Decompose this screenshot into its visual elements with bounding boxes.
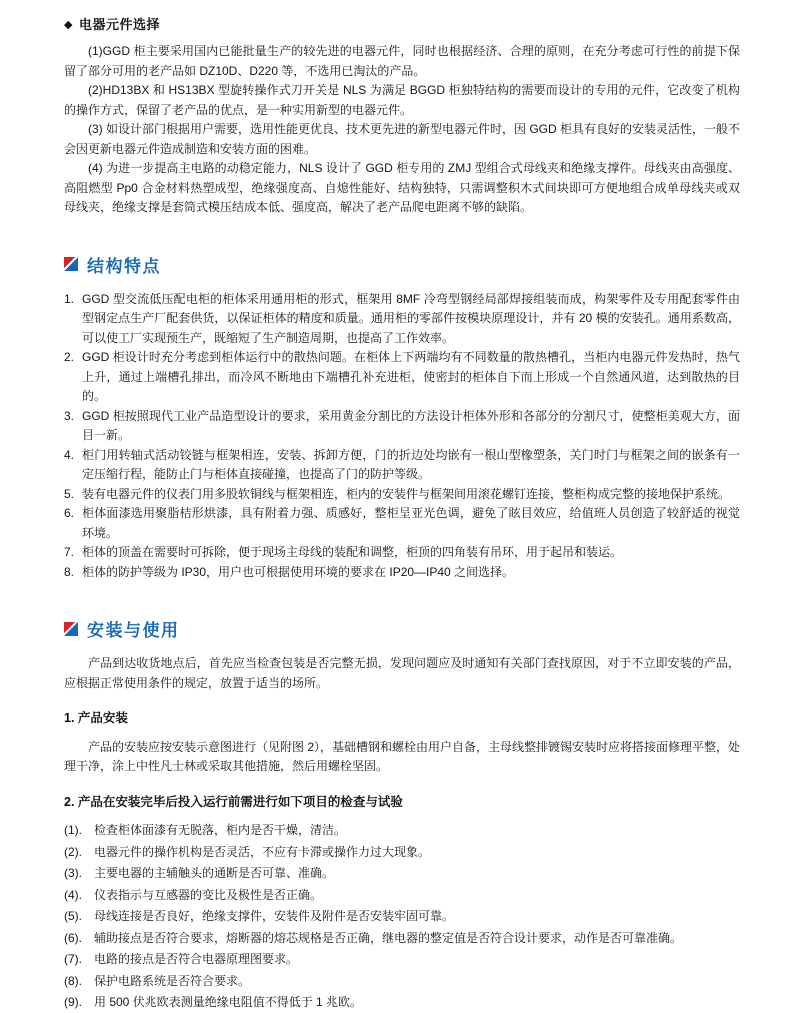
item-text: 保护电路系统是否符合要求。: [94, 973, 251, 988]
structure-features-title: 结构特点: [87, 256, 161, 276]
structure-features-list: [64, 290, 740, 583]
paragraph: 产品的安装应按安装示意图进行（见附图 2），基础槽钢和螺栓由用户自备，主母线整排镀锡安装时应将搭接面修理平整，处理干净，涂上中性凡士林或采取其他措施，然后用螺栓坚固。: [64, 739, 741, 773]
list-item: [64, 290, 740, 349]
list-item: [64, 929, 740, 949]
paragraph: (1)GGD 柜主要采用国内已能批量生产的较先进的电器元件，同时也根据经济、合理的原则，在充分考虑可行性的前提下保留了部分可用的老产品如 DZ10D、D220 等，不选用已淘汰的产品。: [64, 44, 740, 78]
item-text: GGD 型交流低压配电柜的柜体采用通用柜的形式，框架用 8MF 冷弯型钢经局部焊接组装而成，构架零件及专用配套零件由型钢定点生产厂配套供货，以保证柜体的精度和质量。通用柜的零部件按模块原理设计，并有 20 模的安装孔。通用系数高，可以使工厂实现预生产，既缩短了生产制造周期，也提高了工作效率。: [82, 291, 740, 345]
item-text: 柜门用转轴式活动铰链与框架相连，安装、拆卸方便，门的折边处均嵌有一根山型橡塑条，关门时门与框架之间的嵌条有一定压缩行程，能防止门与柜体直接碰撞，也提高了门的防护等级。: [82, 447, 740, 481]
item-text: 辅助接点是否符合要求，熔断器的熔芯规格是否正确，继电器的整定值是否符合设计要求，动作是否可靠准确。: [94, 930, 683, 945]
item-text: 仪表指示与互感器的变比及极性是否正确。: [94, 887, 323, 902]
installation-body: [64, 654, 740, 1013]
list-item: [64, 563, 740, 583]
installation-heading: [64, 616, 740, 641]
item-text: 电路的接点是否符合电器原理图要求。: [94, 952, 299, 966]
component-selection-title: 电器元件选择: [78, 17, 160, 32]
list-item: [64, 993, 740, 1013]
item-text: 主要电器的主辅触头的通断是否可靠、准确。: [94, 866, 335, 880]
list-item: [64, 485, 740, 505]
list-item: [64, 543, 740, 563]
product-install-subheading: 1. 产品安装: [64, 711, 128, 725]
section-marker-icon: [64, 622, 78, 636]
item-text: GGD 柜设计时充分考虑到柜体运行中的散热问题。在柜体上下两端均有不同数量的散热槽孔，当柜内电器元件发热时，热气上升，通过上端槽孔排出，而冷风不断地由下端槽孔补充进柜，使密封的柜体自下而上形成一个自然通风道，达到散热的目的。: [82, 350, 740, 403]
list-item: [64, 821, 740, 841]
list-item: [64, 407, 740, 446]
section-marker-icon: [64, 257, 78, 271]
item-number: (9).: [64, 995, 82, 1009]
list-item: [64, 907, 740, 927]
list-item: [64, 950, 740, 970]
paragraph: (2)HD13BX 和 HS13BX 型旋转操作式刀开关是 NLS 为满足 BGGD 柜独特结构的需要而设计的专用的元件，它改变了机构的操作方式，保留了老产品的优点，是一种实用新型的电器元件。: [64, 83, 740, 117]
list-item: [64, 348, 740, 407]
item-text: 柜体的顶盖在需要时可拆除，便于现场主母线的装配和调整，柜顶的四角装有吊环，用于起吊和装运。: [82, 545, 623, 559]
structure-features-heading: [64, 252, 740, 277]
item-number: 1.: [64, 291, 75, 306]
paragraph: (3) 如设计部门根据用户需要，选用性能更优良、技术更先进的新型电器元件时，因 GGD 柜具有良好的安装灵活性，一般不会因更新电器元件造成制造和安装方面的困难。: [64, 122, 741, 156]
list-item: [64, 886, 740, 906]
item-text: 装有电器元件的仪表门用多股软铜线与框架相连，柜内的安装件与框架间用滚花螺钉连接，整柜构成完整的接地保护系统。: [82, 486, 731, 501]
pre-operation-check-subheading: 2. 产品在安装完毕后投入运行前需进行如下项目的检查与试验: [64, 794, 403, 809]
component-selection-heading: [64, 14, 740, 33]
list-item: [64, 504, 740, 543]
component-selection-body: [64, 42, 740, 218]
list-item: [64, 446, 740, 485]
item-number: (5).: [64, 909, 82, 923]
item-number: (7).: [64, 952, 82, 966]
item-number: (1).: [64, 823, 82, 837]
item-text: 母线连接是否良好，绝缘支撑件，安装件及附件是否安装牢固可靠。: [94, 909, 455, 923]
item-text: 用 500 伏兆欧表测量绝缘电阻值不得低于 1 兆欧。: [94, 995, 363, 1009]
list-item: [64, 843, 740, 863]
item-number: 8.: [64, 564, 75, 579]
item-text: 检查柜体面漆有无脱落，柜内是否干燥，清洁。: [94, 823, 347, 837]
item-number: (6).: [64, 930, 82, 945]
installation-title: 安装与使用: [87, 621, 180, 640]
check-list: [64, 821, 740, 1013]
paragraph: (4) 为进一步提高主电路的动稳定能力，NLS 设计了 GGD 柜专用的 ZMJ 型组合式母线夹和绝缘支撑件。母线夹由高强度、高阻燃型 Pp0 合金材料热塑成型，绝缘强度高、自熄性能好、结构独特，只需调整积木式间块即可方便地组合成单母线夹或双母线夹，绝缘支撑是套筒式模压结成本低、强度高，解决了老产品爬电距离不够的缺陷。: [64, 161, 740, 214]
item-number: 3.: [64, 408, 75, 423]
list-item: [64, 972, 740, 992]
item-number: 4.: [64, 447, 75, 462]
item-number: 5.: [64, 486, 75, 501]
diamond-bullet-icon: ◆: [64, 19, 73, 31]
list-item: [64, 864, 740, 884]
item-number: 2.: [64, 350, 75, 364]
item-text: 柜体面漆选用聚脂桔形烘漆，具有附着力强、质感好，整柜呈亚光色调，避免了眩目效应，给值班人员创造了较舒适的视觉环境。: [82, 506, 740, 540]
item-number: 6.: [64, 506, 75, 520]
item-number: (4).: [64, 887, 82, 902]
item-number: (2).: [64, 844, 82, 859]
item-number: (8).: [64, 973, 82, 988]
item-number: 7.: [64, 545, 75, 559]
item-text: 电器元件的操作机构是否灵活，不应有卡滞或操作力过大现象。: [94, 844, 431, 859]
item-text: GGD 柜按照现代工业产品造型设计的要求，采用黄金分割比的方法设计柜体外形和各部分的分割尺寸，使整柜美观大方，面目一新。: [82, 408, 740, 442]
item-text: 柜体的防护等级为 IP30，用户也可根据使用环境的要求在 IP20—IP40 之间选择。: [82, 564, 515, 579]
paragraph: 产品到达收货地点后，首先应当检查包装是否完整无损，发现问题应及时通知有关部门查找原因，对于不立即安装的产品，应根据正常使用条件的规定，放置于适当的场所。: [64, 656, 740, 690]
item-number: (3).: [64, 866, 82, 880]
